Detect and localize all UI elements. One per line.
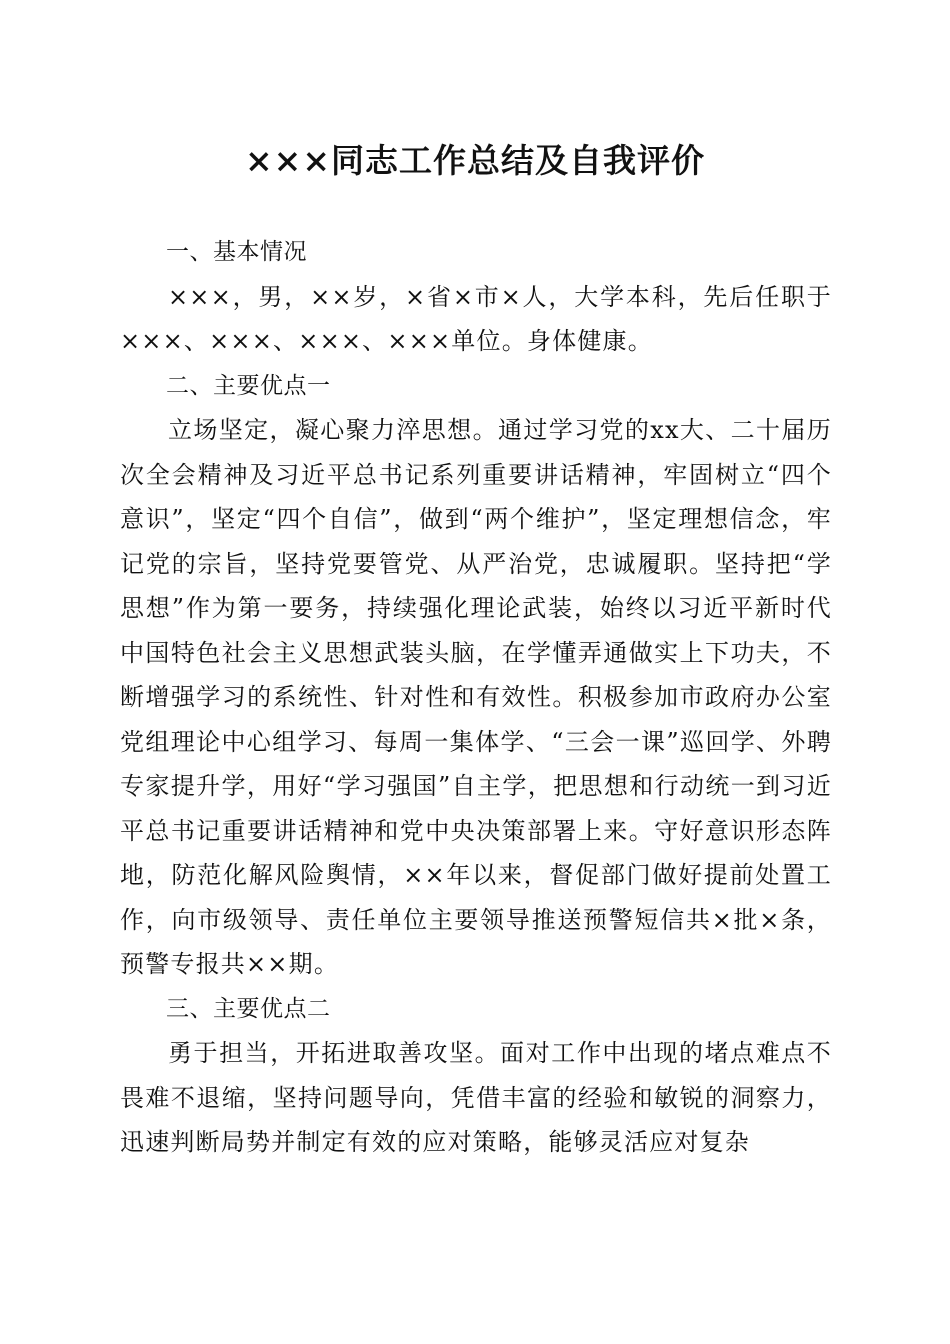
section-heading: 三、主要优点二: [166, 995, 331, 1022]
document-body: [120, 230, 832, 1165]
section-strength-one: [120, 364, 832, 987]
section-paragraph: 立场坚定，凝心聚力淬思想。通过学习党的xx大、二十届历次全会精神及习近平总书记系列重要讲话精神，牢固树立“四个意识”，坚定“四个自信”，做到“两个维护”，坚定理想信念，牢记党的宗旨，坚持党要管党、从严治党，忠诚履职。坚持把“学思想”作为第一要务，持续强化理论武装，始终以习近平新时代中国特色社会主义思想武装头脑，在学懂弄通做实上下功夫，不断增强学习的系统性、针对性和有效性。积极参加市政府办公室党组理论中心组学习、每周一集体学、“三会一课”巡回学、外聘专家提升学，用好“学习强国”自主学，把思想和行动统一到习近平总书记重要讲话精神和党中央决策部署上来。守好意识形态阵地，防范化解风险舆情，××年以来，督促部门做好提前处置工作，向市级领导、责任单位主要领导推送预警短信共×批×条，预警专报共××期。: [120, 416, 832, 978]
section-strength-two: [120, 987, 832, 1165]
section-paragraph: 勇于担当，开拓进取善攻坚。面对工作中出现的堵点难点不畏难不退缩，坚持问题导向，凭借丰富的经验和敏锐的洞察力，迅速判断局势并制定有效的应对策略，能够灵活应对复杂: [120, 1039, 832, 1156]
section-paragraph: ×××，男，××岁，×省×市×人，大学本科，先后任职于×××、×××、×××、×××单位。身体健康。: [120, 282, 832, 355]
section-heading: 二、主要优点一: [166, 372, 331, 399]
section-basic-info: [120, 230, 832, 364]
document-title: ×××同志工作总结及自我评价: [245, 141, 705, 180]
section-heading: 一、基本情况: [166, 239, 307, 265]
